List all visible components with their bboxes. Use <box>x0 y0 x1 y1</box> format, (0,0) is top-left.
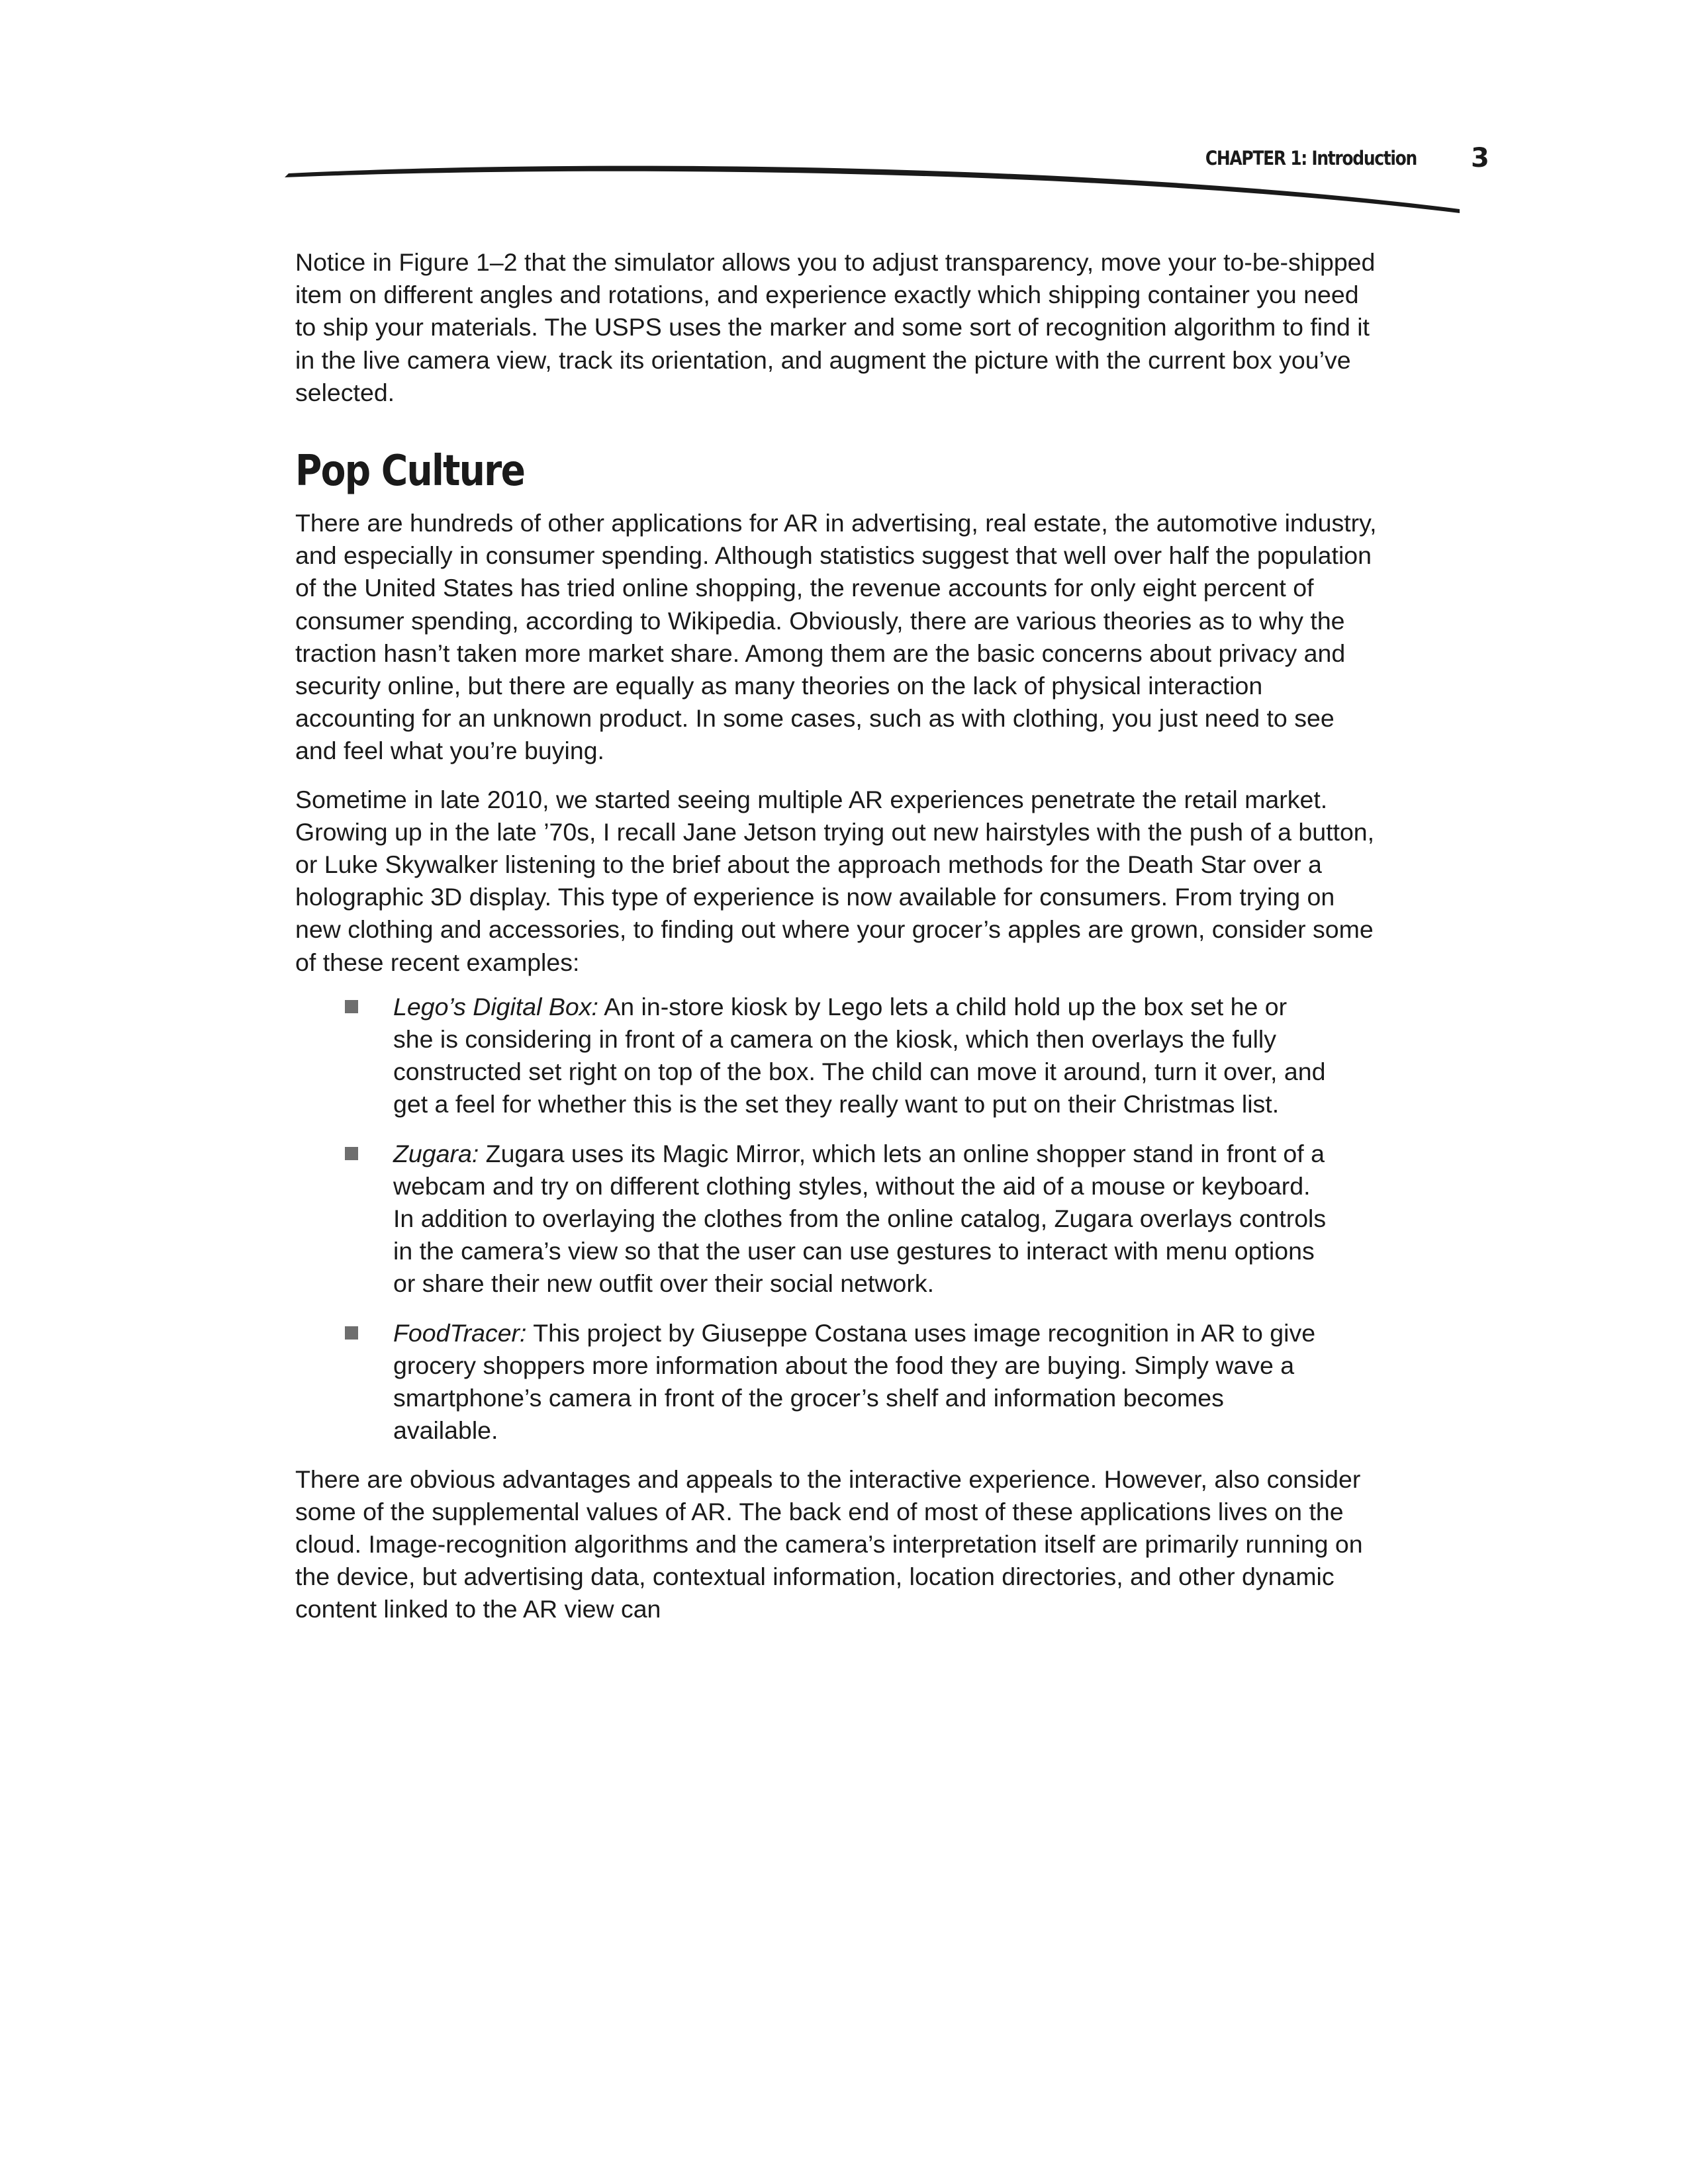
list-item <box>393 1317 1360 1447</box>
bullet-text: An in-store kiosk by Lego lets a child hold up the box set he or she is considering in front of a camera on the kiosk, which then overlays the fully constructed set right on top of the box. The child can move it around, turn it over, and get a feel for whether this is the set they really want to put on their Christmas list. <box>393 992 1326 1118</box>
body-paragraph: There are hundreds of other applications for AR in advertising, real estate, the automotive industry, and especially in consumer spending. Although statistics suggest that well over half the population of the United States has tried online shopping, the revenue accounts for only eight percent of consumer spending, according to Wikipedia. Obviously, there are various theories as to why the traction hasn’t taken more market share. Among them are the basic concerns about privacy and security online, but there are equally as many theories on the lack of physical interaction accounting for an unknown product. In some cases, such as with clothing, you just need to see and feel what you’re buying. <box>295 509 1377 765</box>
page-number: 3 <box>1471 143 1489 173</box>
body-paragraph: Sometime in late 2010, we started seeing multiple AR experiences penetrate the retail market. Growing up in the late ’70s, I recall Jane Jetson trying out new hairstyles with the push of a button, or Luke Skywalker listening to the brief about the approach methods for the Death Star over a holographic 3D display. This type of experience is now available for consumers. From trying on new clothing and accessories, to finding out where your grocer’s apples are grown, consider some of these recent examples: <box>295 785 1375 976</box>
bullet-title: Zugara: <box>393 1139 479 1167</box>
examples-list <box>295 991 1360 1447</box>
page-body <box>295 246 1381 1626</box>
list-item <box>393 991 1360 1121</box>
bullet-text: This project by Giuseppe Costana uses image recognition in AR to give grocery shoppers more information about the food they are buying. Simply wave a smartphone’s camera in front of the grocer’s shelf and information becomes available. <box>393 1318 1316 1445</box>
bullet-title: Lego’s Digital Box: <box>393 992 598 1021</box>
section-heading: Pop Culture <box>295 447 525 496</box>
square-bullet-icon <box>345 1147 358 1160</box>
intro-paragraph: Notice in Figure 1–2 that the simulator allows you to adjust transparency, move your to-be-shipped item on different angles and rotations, and experience exactly which shipping container you need to ship your materials. The USPS uses the marker and some sort of recognition algorithm to find it in the live camera view, track its orientation, and augment the picture with the current box you’ve selected. <box>295 248 1376 406</box>
bullet-text: Zugara uses its Magic Mirror, which lets an online shopper stand in front of a webcam and try on different clothing styles, without the aid of a mouse or keyboard. In addition to overlaying the clothes from the online catalog, Zugara overlays controls in the camera’s view so that the user can use gestures to interact with menu options or share their new outfit over their social network. <box>393 1139 1327 1298</box>
chapter-label: CHAPTER 1: Introduction <box>1205 147 1417 169</box>
list-item <box>393 1138 1360 1300</box>
square-bullet-icon <box>345 1000 358 1013</box>
header-rule <box>285 159 1463 218</box>
bullet-title: FoodTracer: <box>393 1318 527 1347</box>
body-paragraph: There are obvious advantages and appeals to the interactive experience. However, also consider some of the supplemental values of AR. The back end of most of these applications lives on the cloud. Image-recognition algorithms and the camera’s interpretation itself are primarily running on the device, but advertising data, contextual information, location directories, and other dynamic content linked to the AR view can <box>295 1465 1363 1623</box>
square-bullet-icon <box>345 1326 358 1340</box>
